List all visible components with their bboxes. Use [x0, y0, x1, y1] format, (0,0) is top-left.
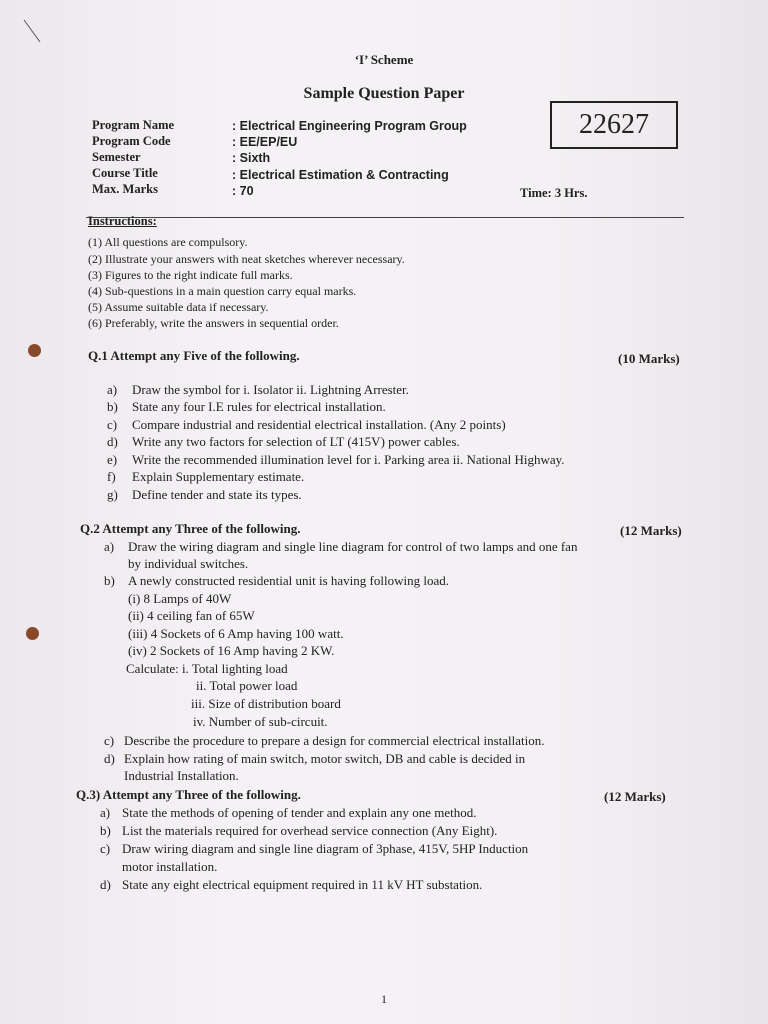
q1-item-text: Define tender and state its types.	[132, 487, 302, 502]
q1-item-label: b)	[107, 399, 118, 414]
calc-item: iii. Size of distribution board	[191, 696, 341, 711]
q1-item-text: Write the recommended illumination level for i. Parking area ii. National Highway.	[132, 452, 565, 467]
punch-hole-mark	[26, 627, 39, 640]
header-rule	[86, 217, 684, 218]
q3-d-label: d)	[100, 877, 111, 892]
q1-item-text: Write any two factors for selection of LT (415V) power cables.	[132, 434, 460, 449]
q1-item-label: e)	[107, 452, 118, 467]
instruction-item: (2) Illustrate your answers with neat sketches wherever necessary.	[88, 252, 405, 266]
punch-hole-mark	[28, 344, 41, 357]
q1-item-text: Explain Supplementary estimate.	[132, 469, 305, 484]
course-title-value: : Electrical Estimation & Contracting	[232, 168, 449, 182]
q3-c-text: Draw wiring diagram and single line diagram of 3phase, 415V, 5HP Induction	[122, 841, 529, 856]
q1-item-text: Draw the symbol for i. Isolator ii. Lightning Arrester.	[132, 382, 409, 397]
q2-c-text: Describe the procedure to prepare a design for commercial electrical installation.	[124, 733, 545, 748]
q3-a-label: a)	[100, 805, 111, 820]
q2-a-label: a)	[104, 539, 115, 554]
semester-label: Semester	[92, 150, 141, 164]
q1-marks: (10 Marks)	[618, 351, 680, 366]
instruction-item: (4) Sub-questions in a main question carry equal marks.	[88, 284, 357, 298]
pen-mark	[22, 18, 44, 44]
program-code-value: : EE/EP/EU	[232, 135, 298, 149]
q1-item-label: g)	[107, 487, 118, 502]
q1-item-label: d)	[107, 434, 118, 449]
q3-marks: (12 Marks)	[604, 789, 666, 804]
calc-item: ii. Total power load	[196, 678, 298, 693]
instruction-item: (5) Assume suitable data if necessary.	[88, 300, 269, 314]
page-number: 1	[381, 992, 387, 1006]
instructions-heading: Instructions:	[88, 214, 157, 228]
calc-intro: Calculate: i. Total lighting load	[126, 661, 288, 676]
calc-item: iv. Number of sub-circuit.	[193, 714, 328, 729]
q2-a-text: Draw the wiring diagram and single line diagram for control of two lamps and one fan	[128, 539, 578, 554]
q3-a-text: State the methods of opening of tender and explain any one method.	[122, 805, 477, 820]
instruction-item: (6) Preferably, write the answers in sequential order.	[88, 316, 339, 330]
program-code-label: Program Code	[92, 134, 171, 148]
q3-d-text: State any eight electrical equipment required in 11 kV HT substation.	[122, 877, 483, 892]
q1-item-label: c)	[107, 417, 118, 432]
q1-item-label: f)	[107, 469, 116, 484]
q2-d-text: Explain how rating of main switch, motor switch, DB and cable is decided in	[124, 751, 526, 766]
paper-title: Sample Question Paper	[303, 85, 465, 102]
q2-marks: (12 Marks)	[620, 523, 682, 538]
scheme-label: ‘I’ Scheme	[354, 52, 414, 67]
semester-value: : Sixth	[232, 151, 271, 165]
q2-d-text-cont: Industrial Installation.	[124, 768, 239, 783]
course-title-label: Course Title	[92, 166, 158, 180]
q2-a-text-cont: by individual switches.	[128, 556, 249, 571]
q2-b-text: A newly constructed residential unit is having following load.	[128, 573, 449, 588]
q3-b-text: List the materials required for overhead service connection (Any Eight).	[122, 823, 498, 838]
q3-c-text-cont: motor installation.	[122, 859, 218, 874]
load-item: (ii) 4 ceiling fan of 65W	[128, 608, 255, 623]
program-name-label: Program Name	[92, 118, 175, 132]
course-code-box: 22627	[550, 101, 678, 149]
instruction-item: (1) All questions are compulsory.	[88, 235, 248, 249]
load-item: (i) 8 Lamps of 40W	[128, 591, 232, 606]
load-item: (iv) 2 Sockets of 16 Amp having 2 KW.	[128, 643, 335, 658]
q2-c-label: c)	[104, 733, 115, 748]
q2-heading: Q.2 Attempt any Three of the following.	[80, 521, 301, 536]
load-item: (iii) 4 Sockets of 6 Amp having 100 watt.	[128, 626, 344, 641]
q1-item-text: State any four I.E rules for electrical installation.	[132, 399, 386, 414]
exam-time: Time: 3 Hrs.	[520, 186, 588, 200]
max-marks-value: : 70	[232, 184, 254, 198]
q3-b-label: b)	[100, 823, 111, 838]
max-marks-label: Max. Marks	[92, 182, 158, 196]
q1-item-text: Compare industrial and residential electrical installation. (Any 2 points)	[132, 417, 506, 432]
instruction-item: (3) Figures to the right indicate full marks.	[88, 268, 293, 282]
q3-heading: Q.3) Attempt any Three of the following.	[76, 787, 301, 802]
q2-b-label: b)	[104, 573, 115, 588]
q1-item-label: a)	[107, 382, 118, 397]
q1-heading: Q.1 Attempt any Five of the following.	[88, 348, 300, 363]
q3-c-label: c)	[100, 841, 111, 856]
q2-d-label: d)	[104, 751, 115, 766]
program-name-value: : Electrical Engineering Program Group	[232, 119, 467, 133]
